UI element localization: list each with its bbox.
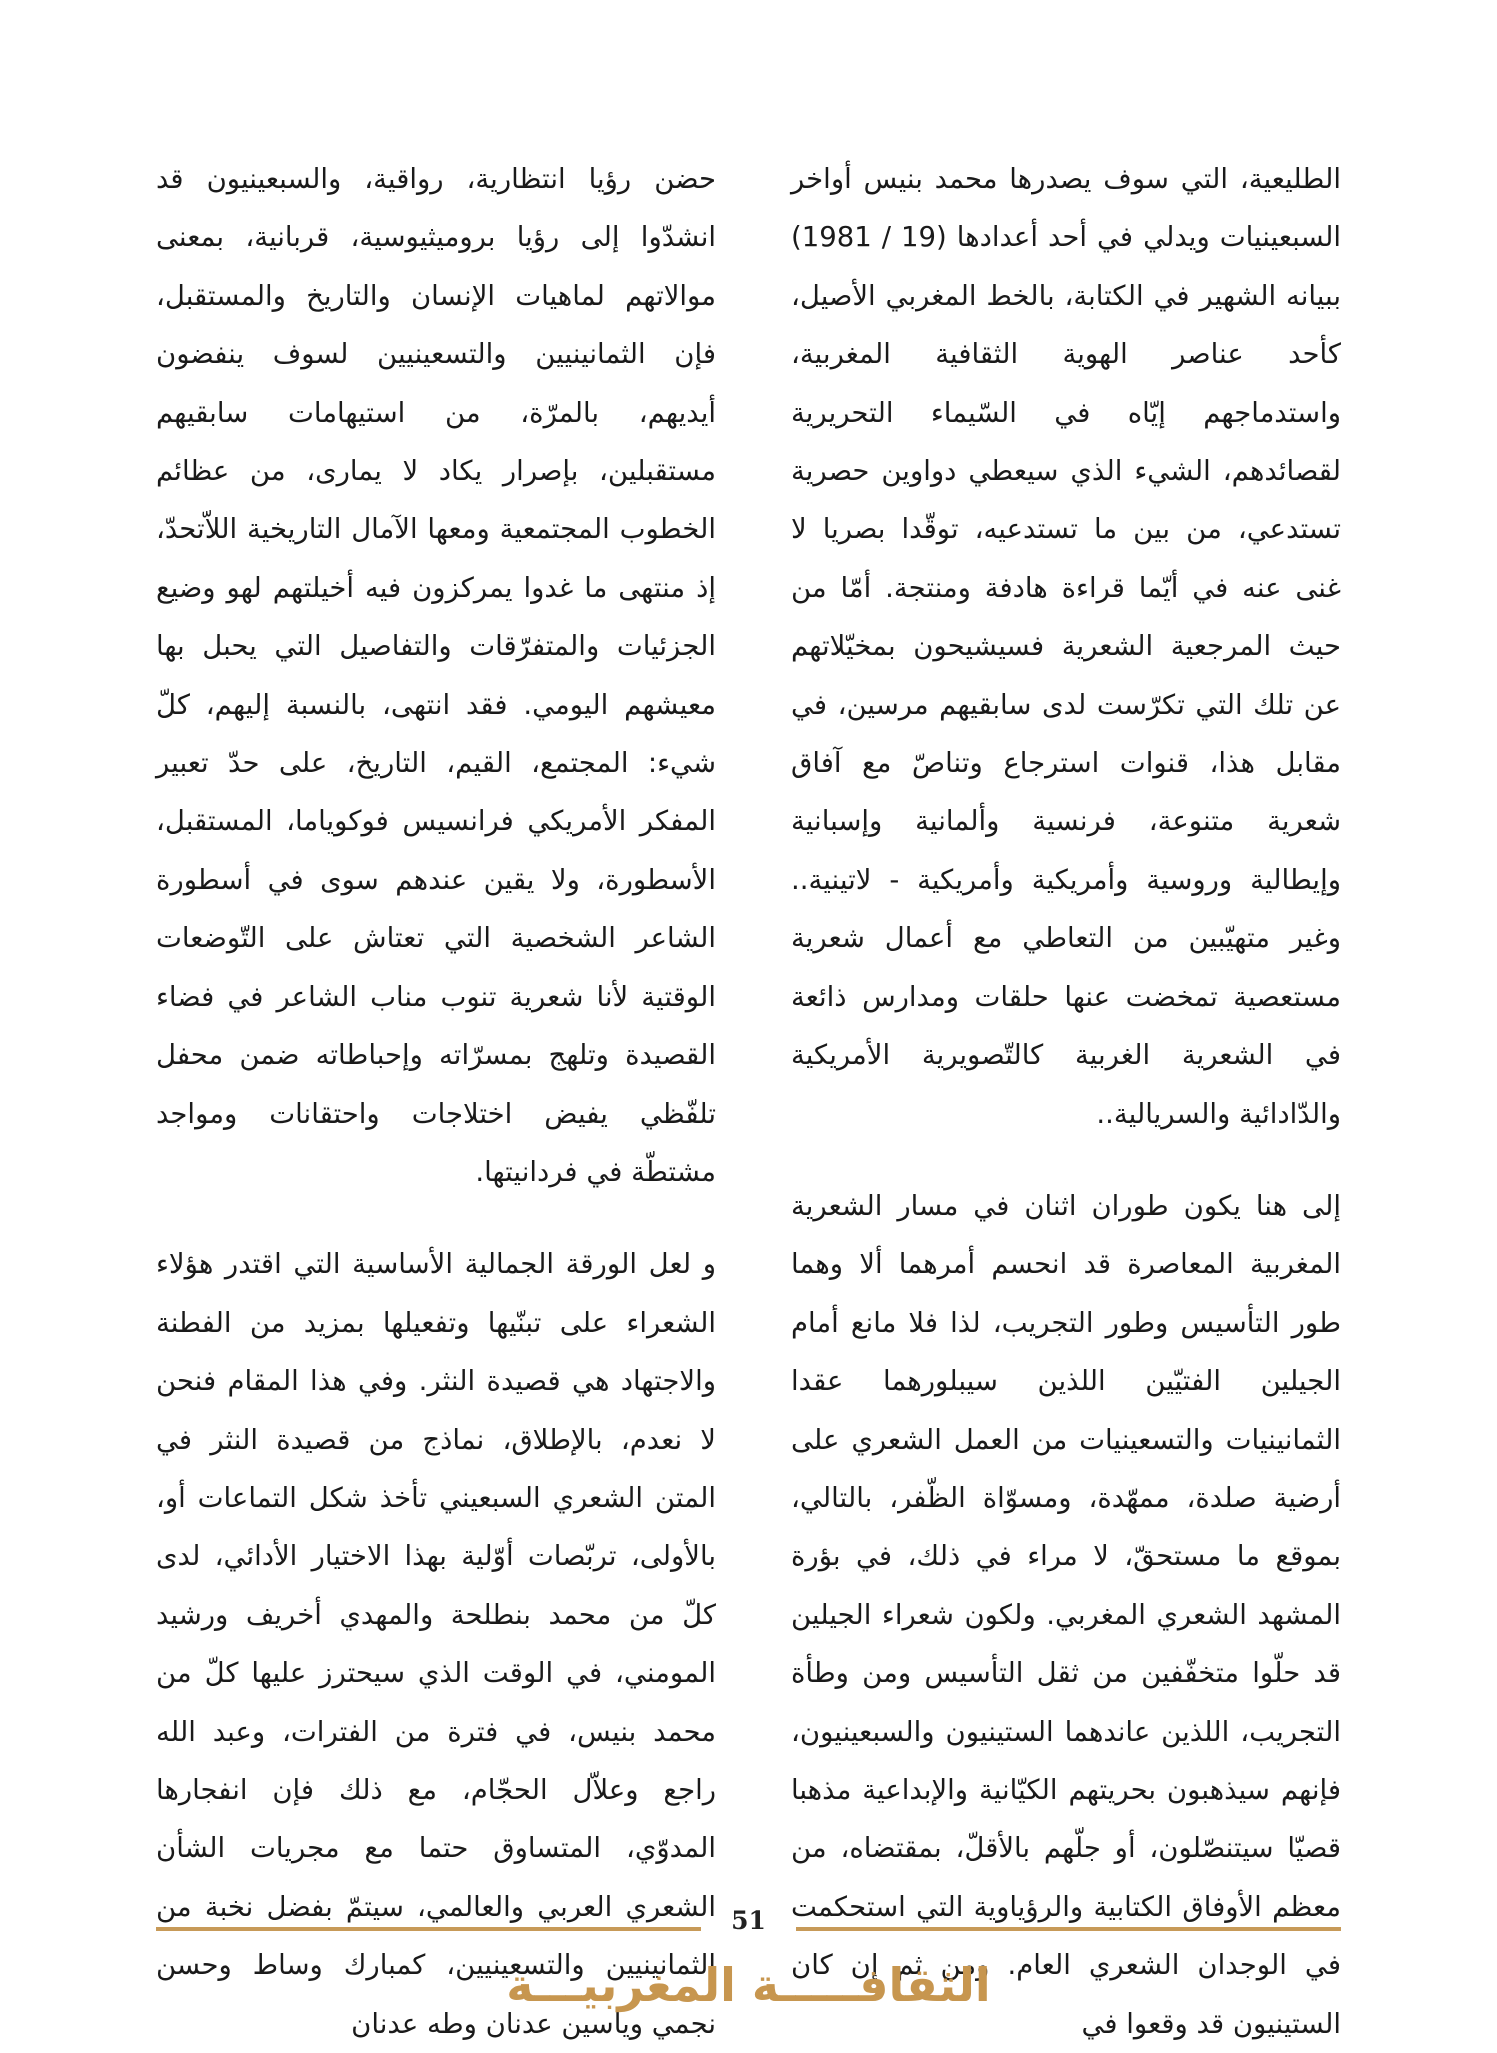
paragraph: حضن رؤيا انتظارية، رواقية، والسبعينيون قد انشدّوا إلى رؤيا بروميثيوسية، قربانية، بمعنى موالاتهم لماهيات الإنسان والتاريخ والمستقبل، فإن الثمانينيين والتسعينيين لسوف ينفضون أيديهم، بالمرّة، من استيهامات سابقيهم مستقبلين، بإصرار يكاد لا يمارى، من عظائم الخطوب المجتمعية ومعها الآمال التاريخية اللاّتحدّ، إذ منتهى ما غدوا يمركزون فيه أخيلتهم لهو وضيع الجزئيات والمتفرّقات والتفاصيل التي يحبل بها معيشهم اليومي. فقد انتهى، بالنسبة إليهم، كلّ شيء: المجتمع، القيم، التاريخ، على حدّ تعبير المفكر الأمريكي فرانسيس فوكوياما، المستقبل، الأسطورة، ولا يقين عندهم سوى في أسطورة الشاعر الشخصية التي تعتاش على التّوضعات الوقتية لأنا شعرية تنوب مناب الشاعر في فضاء القصيدة وتلهج بمسرّاته وإحباطاته ضمن محفل تلفّظي يفيض اختلاجات واحتقانات ومواجد مشتطّة في فردانيتها.	[156, 163, 716, 1188]
paragraph: و لعل الورقة الجمالية الأساسية التي اقتدر هؤلاء الشعراء على تبنّيها وتفعيلها بمزيد من الفطنة والاجتهاد هي قصيدة النثر. وفي هذا المقام فنحن لا نعدم، بالإطلاق، نماذج من قصيدة النثر في المتن الشعري السبعيني تأخذ شكل التماعات أو، بالأولى، تربّصات أوّلية بهذا الاختيار الأدائي، لدى كلّ من محمد بنطلحة والمهدي أخريف ورشيد المومني، في الوقت الذي سيحترز عليها كلّ من محمد بنيس، في فترة من الفترات، وعبد الله راجع وعلاّل الحجّام، مع ذلك فإن انفجارها المدوّي، المتساوق حتما مع مجريات الشأن الشعري العربي والعالمي، سيتمّ بفضل نخبة من الثمانينيين والتسعينيين، كمبارك وساط وحسن نجمي وياسين عدنان وطه عدنان	[156, 1248, 716, 2040]
footer-rule-left	[156, 1927, 701, 1931]
left-text-column	[156, 150, 716, 2053]
magazine-masthead: الثقافـــــة المغربيـــة	[506, 1958, 991, 2012]
right-text-column	[791, 150, 1341, 2053]
paragraph: الطليعية، التي سوف يصدرها محمد بنيس أواخر السبعينيات ويدلي في أحد أعدادها (19 / 1981) ببيانه الشهير في الكتابة، بالخط المغربي الأصيل، كأحد عناصر الهوية الثقافية المغربية، واستدماجهم إيّاه في السّيماء التحريرية لقصائدهم، الشيء الذي سيعطي دواوين حصرية تستدعي، من بين ما تستدعيه، توقّدا بصريا لا غنى عنه في أيّما قراءة هادفة ومنتجة. أمّا من حيث المرجعية الشعرية فسيشيحون بمخيّلاتهم عن تلك التي تكرّست لدى سابقيهم مرسين، في مقابل هذا، قنوات استرجاع وتناصّ مع آفاق شعرية متنوعة، فرنسية وألمانية وإسبانية وإيطالية وروسية وأمريكية وأمريكية - لاتينية.. وغير متهيّبين من التعاطي مع أعمال شعرية مستعصية تمخضت عنها حلقات ومدارس ذائعة في الشعرية الغربية كالتّصويرية الأمريكية والدّادائية والسريالية..	[791, 163, 1341, 1130]
paragraph: إلى هنا يكون طوران اثنان في مسار الشعرية المغربية المعاصرة قد انحسم أمرهما ألا وهما طور التأسيس وطور التجريب، لذا فلا مانع أمام الجيلين الفتيّين اللذين سيبلورهما عقدا الثمانينيات والتسعينيات من العمل الشعري على أرضية صلدة، ممهّدة، ومسوّاة الظّفر، بالتالي، بموقع ما مستحقّ، لا مراء في ذلك، في بؤرة المشهد الشعري المغربي. ولكون شعراء الجيلين قد حلّوا متخفّفين من ثقل التأسيس ومن وطأة التجريب، اللذين عاندهما الستينيون والسبعينيون، فإنهم سيذهبون بحريتهم الكيّانية والإبداعية مذهبا قصيّا سيتنصّلون، أو جلّهم بالأقلّ، بمقتضاه، من معظم الأوفاق الكتابية والرؤياوية التي استحكمت في الوجدان الشعري العام. ومن ثم إن كان الستينيون قد وقعوا في	[791, 1189, 1341, 2040]
page-number: 51	[731, 1906, 766, 1935]
footer-rule-right	[796, 1927, 1341, 1931]
